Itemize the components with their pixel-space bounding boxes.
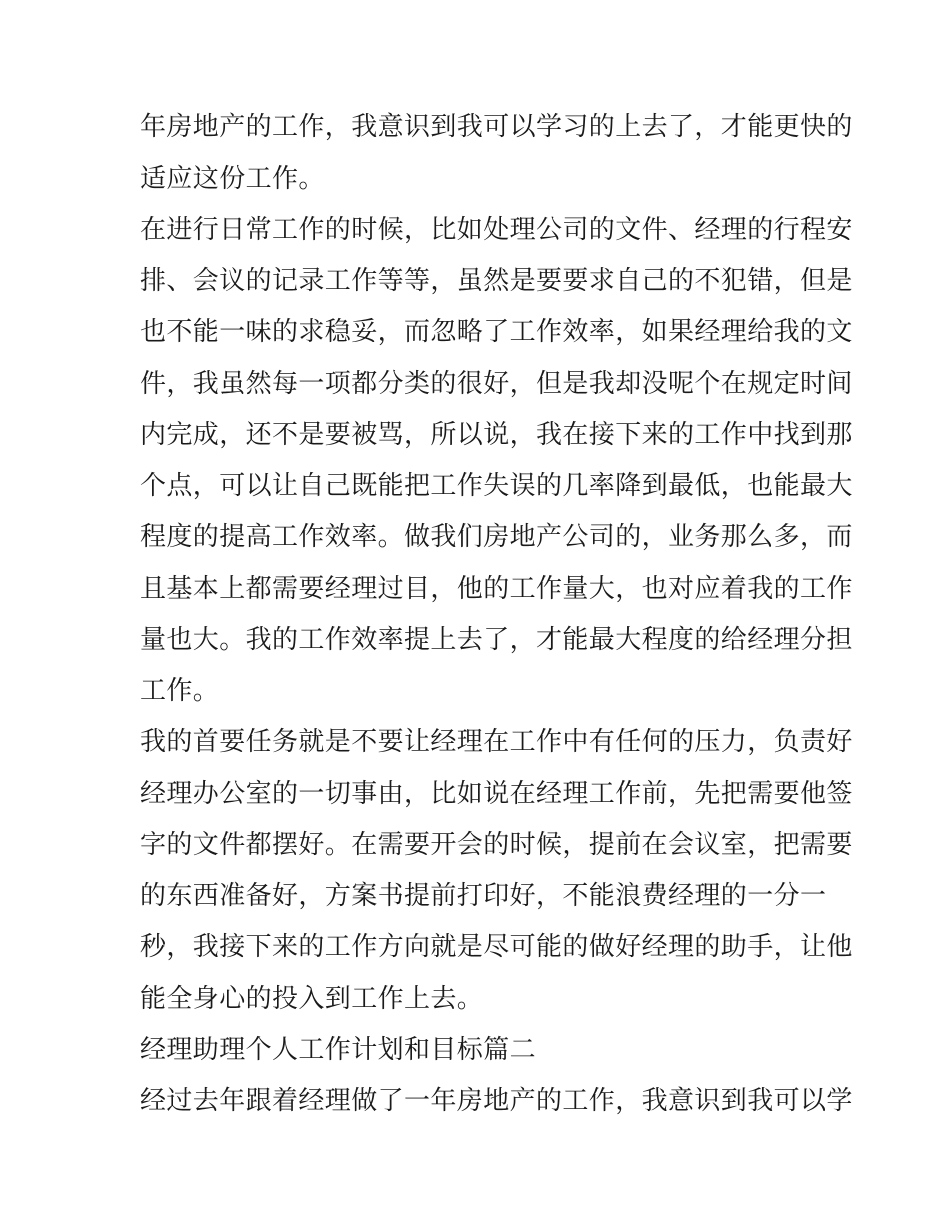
text-line: 秒，我接下来的工作方向就是尽可能的做好经理的助手，让他 [140,932,853,962]
text-line: 我的首要任务就是不要让经理在工作中有任何的压力，负责好 [140,727,853,757]
text-line: 量也大。我的工作效率提上去了，才能最大程度的给经理分担 [140,625,853,655]
text-line: 内完成，还不是要被骂，所以说，我在接下来的工作中找到那 [140,420,853,450]
text-line: 排、会议的记录工作等等，虽然是要要求自己的不犯错，但是 [140,266,853,296]
text-line: 适应这份工作。 [140,164,325,194]
text-line: 个点，可以让自己既能把工作失误的几率降到最低，也能最大 [140,471,853,501]
text-line: 也不能一味的求稳妥，而忽略了工作效率，如果经理给我的文 [140,317,853,347]
text-line: 且基本上都需要经理过目，他的工作量大，也对应着我的工作 [140,574,853,604]
text-line: 的东西准备好，方案书提前打印好，不能浪费经理的一分一 [140,881,827,911]
text-line: 字的文件都摆好。在需要开会的时候，提前在会议室，把需要 [140,830,853,860]
text-line: 年房地产的工作，我意识到我可以学习的上去了，才能更快的 [140,112,853,142]
text-line: 经理办公室的一切事由，比如说在经理工作前，先把需要他签 [140,779,853,809]
text-line: 能全身心的投入到工作上去。 [140,984,484,1014]
text-line: 工作。 [140,676,220,706]
section-heading: 经理助理个人工作计划和目标篇二 [140,1035,537,1065]
text-line: 程度的提高工作效率。做我们房地产公司的，业务那么多，而 [140,522,853,552]
text-line: 在进行日常工作的时候，比如处理公司的文件、经理的行程安 [140,215,853,245]
text-line: 经过去年跟着经理做了一年房地产的工作，我意识到我可以学 [140,1086,853,1116]
text-line: 件，我虽然每一项都分类的很好，但是我却没呢个在规定时间 [140,369,853,399]
